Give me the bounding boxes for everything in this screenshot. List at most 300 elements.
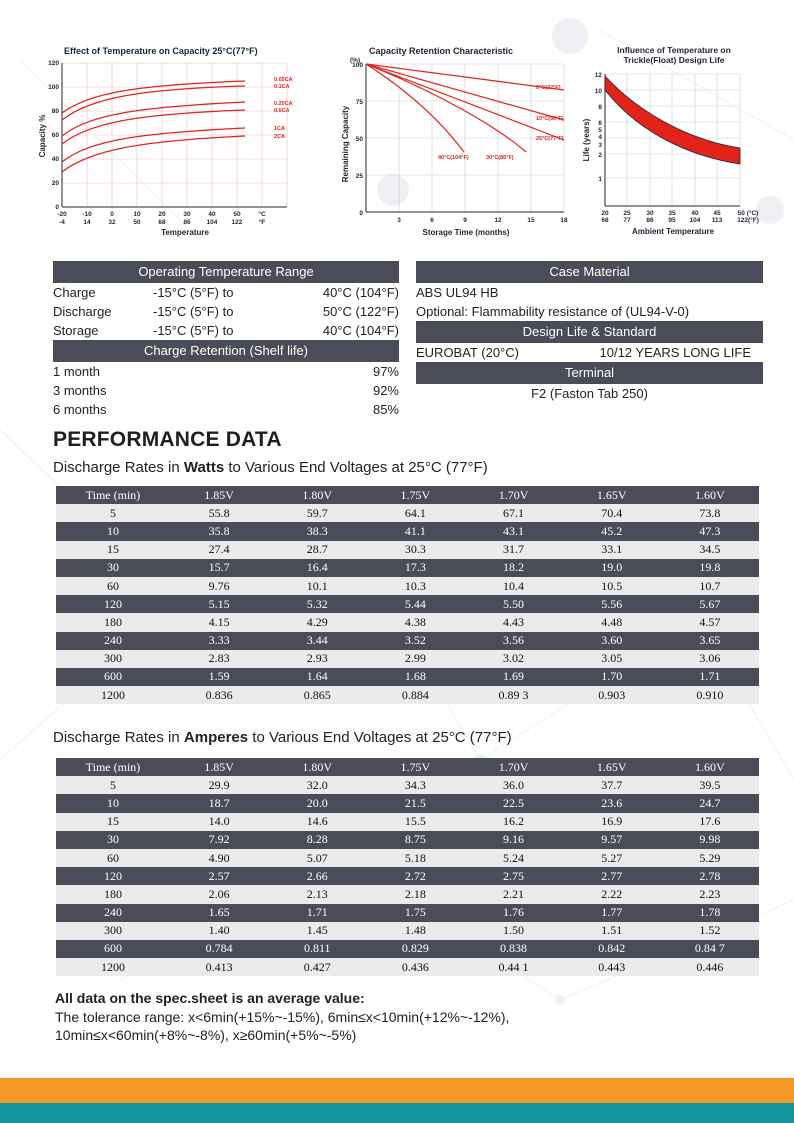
- time-cell: 15: [107, 542, 119, 557]
- curve-0.25ca: [62, 102, 245, 136]
- design-standard: EUROBAT (20°C): [416, 345, 519, 360]
- value-cell: 3.33: [208, 633, 230, 648]
- table-row: [56, 831, 759, 849]
- table-row: [56, 813, 759, 831]
- operating-temp-row: [53, 321, 399, 340]
- value-cell: 0.836: [205, 687, 233, 702]
- value-cell: 2.99: [404, 651, 426, 666]
- table-row: [56, 849, 759, 867]
- value-cell: 0.443: [598, 959, 626, 974]
- value-cell: 10.5: [601, 578, 623, 593]
- y-tick: 4: [598, 134, 602, 141]
- value-cell: 0.829: [401, 941, 429, 956]
- value-cell: 4.90: [208, 850, 230, 865]
- table-row: [56, 776, 759, 794]
- value-cell: 1.59: [208, 669, 230, 684]
- x-tick-c: 45: [713, 210, 721, 217]
- value-cell: 4.38: [404, 614, 426, 629]
- y-unit: (%): [350, 57, 361, 64]
- x-axis-label: Storage Time (months): [422, 228, 510, 237]
- value-cell: 64.1: [404, 505, 426, 520]
- value-cell: 14.6: [306, 814, 328, 829]
- time-cell: 240: [104, 633, 122, 648]
- value-cell: 4.15: [208, 614, 230, 629]
- value-cell: 27.4: [208, 542, 230, 557]
- value-cell: 17.6: [699, 814, 721, 829]
- value-cell: 7.92: [208, 832, 230, 847]
- chart-title: Effect of Temperature on Capacity 25°C(77°F): [64, 46, 258, 56]
- y-tick: 3: [598, 142, 602, 149]
- time-cell: 5: [110, 505, 116, 520]
- value-cell: 34.3: [404, 777, 426, 792]
- value-cell: 18.7: [208, 795, 230, 810]
- value-cell: 14.0: [208, 814, 230, 829]
- value-cell: 3.06: [699, 651, 721, 666]
- y-axis-label: Capacity %: [38, 114, 47, 158]
- value-cell: 67.1: [503, 505, 525, 520]
- value-cell: 38.3: [306, 523, 328, 538]
- y-tick: 25: [355, 173, 363, 180]
- value-cell: 2.75: [503, 868, 525, 883]
- table-row: [56, 632, 759, 650]
- x-tick-f: 104: [206, 219, 218, 226]
- value-cell: 9.16: [503, 832, 525, 847]
- value-cell: 2.77: [601, 868, 623, 883]
- y-tick: 2: [598, 152, 602, 159]
- y-tick: 40: [51, 156, 59, 163]
- value-cell: 5.07: [306, 850, 328, 865]
- operating-temp-row: [53, 283, 399, 302]
- series-label: 0.25CA: [274, 101, 293, 107]
- value-cell: 45.2: [601, 523, 623, 538]
- value-cell: 4.29: [306, 614, 328, 629]
- value-cell: 1.45: [306, 923, 328, 938]
- x-tick: 9: [463, 217, 467, 224]
- time-cell: 120: [104, 596, 122, 611]
- value-cell: 1.52: [699, 923, 721, 938]
- value-cell: 3.05: [601, 651, 623, 666]
- value-cell: 0.44 1: [498, 959, 529, 974]
- amps-table-caption: [53, 729, 512, 746]
- x-tick-f: 77: [623, 217, 631, 224]
- chart-title: Influence of Temperature on: [617, 45, 731, 55]
- value-cell: 16.9: [601, 814, 623, 829]
- table-row: [56, 668, 759, 686]
- design-life-row: [416, 343, 763, 362]
- value-cell: 2.13: [306, 886, 328, 901]
- value-cell: 23.6: [601, 795, 623, 810]
- value-cell: 5.15: [208, 596, 230, 611]
- value-cell: 32.0: [306, 777, 328, 792]
- value-cell: 59.7: [306, 505, 328, 520]
- temperature-capacity-chart: [30, 44, 352, 240]
- y-tick: 0: [55, 204, 59, 211]
- x-tick-f: °F: [258, 219, 266, 226]
- value-cell: 1.40: [208, 923, 230, 938]
- row-label: 3 months: [53, 383, 107, 398]
- tolerance-notes: [55, 990, 755, 1044]
- value-cell: 24.7: [699, 795, 721, 810]
- y-tick: 8: [598, 104, 602, 111]
- design-life-band: [605, 76, 740, 164]
- x-tick-c: 30: [646, 210, 654, 217]
- row-label: Storage: [53, 323, 99, 338]
- footer-band-teal: [0, 1103, 794, 1123]
- row-label: 6 months: [53, 402, 107, 417]
- design-life-value: 10/12 YEARS LONG LIFE: [599, 345, 751, 360]
- series-label: 0°C(32°F): [536, 85, 561, 91]
- x-tick-c: 35: [668, 210, 676, 217]
- value-cell: 2.21: [503, 886, 525, 901]
- value-cell: 19.0: [601, 560, 623, 575]
- x-tick: 12: [494, 217, 502, 224]
- value-cell: 1.51: [601, 923, 623, 938]
- column-header: 1.80V: [302, 759, 333, 774]
- value-cell: 0.838: [500, 941, 528, 956]
- column-header: 1.75V: [400, 487, 431, 502]
- value-cell: 37.7: [601, 777, 623, 792]
- value-cell: 4.57: [699, 614, 721, 629]
- table-row: [56, 595, 759, 613]
- value-cell: 0.413: [205, 959, 233, 974]
- value-cell: 1.48: [404, 923, 426, 938]
- x-tick-c: -20: [57, 211, 67, 218]
- series-label: 0.6CA: [274, 108, 290, 114]
- y-tick: 6: [598, 120, 602, 127]
- value-cell: 17.3: [404, 560, 426, 575]
- design-life-chart: [578, 44, 770, 240]
- terminal-row: [416, 384, 763, 403]
- value-cell: 30.3: [404, 542, 426, 557]
- value-cell: 16.4: [306, 560, 328, 575]
- y-tick: 20: [51, 180, 59, 187]
- y-tick: 75: [355, 99, 363, 106]
- time-cell: 60: [107, 850, 119, 865]
- value-cell: 1.71: [699, 669, 721, 684]
- time-cell: 300: [104, 923, 122, 938]
- series-label: 30°C(86°F): [486, 155, 514, 161]
- x-tick-f: 86: [646, 217, 654, 224]
- x-tick-c: 40: [208, 211, 216, 218]
- notes-title: All data on the spec.sheet is an average value:: [55, 990, 365, 1006]
- value-cell: 22.5: [503, 795, 525, 810]
- value-cell: 5.50: [503, 596, 525, 611]
- value-cell: 0.84 7: [694, 941, 725, 956]
- value-cell: 0.884: [401, 687, 429, 702]
- value-cell: 0.446: [696, 959, 724, 974]
- value-cell: 3.65: [699, 633, 721, 648]
- value-cell: 1.78: [699, 905, 721, 920]
- value-cell: 0.436: [401, 959, 429, 974]
- operating-spec-block: [53, 261, 399, 419]
- table-row: [56, 650, 759, 668]
- column-header: 1.85V: [204, 759, 234, 774]
- value-cell: 0.811: [303, 941, 331, 956]
- time-cell: 300: [104, 651, 122, 666]
- time-cell: 30: [107, 560, 119, 575]
- series-label: 1CA: [274, 126, 286, 132]
- table-row: [56, 794, 759, 812]
- table-row: [56, 613, 759, 631]
- row-low: -15°C (5°F) to: [153, 323, 234, 338]
- value-cell: 28.7: [306, 542, 328, 557]
- column-header: 1.65V: [596, 487, 627, 502]
- value-cell: 2.06: [208, 886, 230, 901]
- notes-line: The tolerance range: x<6min(+15%~-15%), 6min≤x<10min(+12%~-12%),: [55, 1009, 510, 1025]
- row-low: -15°C (5°F) to: [153, 285, 234, 300]
- notes-line: 10min≤x<60min(+8%~-8%), x≥60min(+5%~-5%): [55, 1027, 357, 1043]
- case-material-header: Case Material: [416, 261, 763, 283]
- y-tick: 0: [359, 210, 363, 217]
- value-cell: 5.24: [503, 850, 525, 865]
- row-high: 50°C (122°F): [322, 304, 399, 319]
- value-cell: 0.89 3: [498, 687, 529, 702]
- value-cell: 2.93: [306, 651, 328, 666]
- time-cell: 600: [104, 941, 122, 956]
- row-high: 40°C (104°F): [322, 285, 399, 300]
- y-tick: 100: [48, 84, 59, 91]
- y-tick: 1: [598, 176, 602, 183]
- time-cell: 180: [104, 614, 122, 629]
- value-cell: 10.4: [503, 578, 525, 593]
- x-tick-c: °C: [258, 211, 266, 218]
- operating-temp-header: Operating Temperature Range: [53, 261, 399, 283]
- x-tick-c: 20: [158, 211, 166, 218]
- terminal-header: Terminal: [416, 362, 763, 384]
- caption-text: to Various End Voltages at 25°C (77°F): [224, 459, 488, 476]
- value-cell: 15.7: [208, 560, 230, 575]
- value-cell: 1.76: [503, 905, 525, 920]
- value-cell: 1.64: [306, 669, 328, 684]
- x-tick-f: 104: [689, 217, 701, 224]
- value-cell: 2.72: [404, 868, 426, 883]
- row-high: 40°C (104°F): [322, 323, 399, 338]
- curve-40c: [366, 64, 464, 152]
- row-label: Discharge: [53, 304, 112, 319]
- time-cell: 1200: [101, 687, 125, 702]
- x-tick-c: 20: [601, 210, 609, 217]
- value-cell: 2.78: [699, 868, 721, 883]
- value-cell: 70.4: [601, 505, 623, 520]
- table-row: [56, 867, 759, 885]
- caption-unit: Watts: [183, 459, 225, 476]
- value-cell: 9.76: [208, 578, 230, 593]
- value-cell: 0.903: [598, 687, 626, 702]
- value-cell: 1.65: [208, 905, 230, 920]
- x-tick-c: 10: [133, 211, 141, 218]
- value-cell: 5.18: [404, 850, 426, 865]
- value-cell: 41.1: [404, 523, 426, 538]
- caption-unit: Amperes: [183, 729, 249, 746]
- value-cell: 5.32: [306, 596, 328, 611]
- x-tick-f: 32: [108, 219, 116, 226]
- chart-title: Trickle(Float) Design Life: [623, 55, 725, 65]
- row-label: Charge: [53, 285, 96, 300]
- caption-text: Discharge Rates in: [53, 459, 184, 476]
- x-tick-c: 50 (°C): [737, 210, 759, 217]
- operating-temp-row: [53, 302, 399, 321]
- value-cell: 18.2: [503, 560, 525, 575]
- series-label: 0.1CA: [274, 84, 290, 90]
- value-cell: 5.67: [699, 596, 721, 611]
- table-header-row: [56, 486, 759, 504]
- column-header: 1.60V: [695, 759, 725, 774]
- table-row: [56, 958, 759, 976]
- x-axis-label: Temperature: [161, 228, 209, 237]
- table-row: [56, 577, 759, 595]
- watts-table-caption: [53, 459, 488, 476]
- value-cell: 0.865: [303, 687, 331, 702]
- value-cell: 36.0: [503, 777, 525, 792]
- value-cell: 0.784: [205, 941, 233, 956]
- series-label: 2CA: [274, 134, 286, 140]
- x-tick-c: 0: [110, 211, 114, 218]
- y-axis-label: Remaining Capacity: [341, 105, 350, 183]
- charge-retention-row: [53, 400, 399, 419]
- value-cell: 19.8: [699, 560, 721, 575]
- watts-table: [56, 486, 759, 704]
- footer-band-orange: [0, 1078, 794, 1103]
- x-tick-f: 14: [83, 219, 91, 226]
- table-row: [56, 686, 759, 704]
- value-cell: 10.1: [306, 578, 328, 593]
- x-tick: 15: [527, 217, 535, 224]
- value-cell: 5.56: [601, 596, 623, 611]
- row-label: 1 month: [53, 364, 100, 379]
- value-cell: 4.43: [503, 614, 525, 629]
- value-cell: 43.1: [503, 523, 525, 538]
- value-cell: 20.0: [306, 795, 328, 810]
- value-cell: 0.427: [303, 959, 331, 974]
- value-cell: 4.48: [601, 614, 623, 629]
- y-tick: 12: [594, 72, 602, 79]
- time-cell: 120: [104, 868, 122, 883]
- time-cell: 1200: [101, 959, 125, 974]
- terminal-value: F2 (Faston Tab 250): [531, 386, 648, 401]
- value-cell: 33.1: [601, 542, 623, 557]
- x-tick-f: 122: [231, 219, 243, 226]
- row-value: 85%: [372, 402, 399, 417]
- charge-retention-row: [53, 381, 399, 400]
- series-label: 25°C(77°F): [536, 136, 564, 142]
- time-cell: 10: [107, 795, 119, 810]
- x-tick-f: 86: [183, 219, 191, 226]
- x-tick-f: 95: [668, 217, 676, 224]
- x-tick-c: 30: [183, 211, 191, 218]
- x-tick-f: 50: [133, 219, 141, 226]
- y-tick: 50: [355, 136, 363, 143]
- column-header: 1.85V: [204, 487, 234, 502]
- design-life-header: Design Life & Standard: [416, 321, 763, 343]
- y-tick: 100: [352, 62, 363, 69]
- column-header: Time (min): [85, 759, 141, 774]
- column-header: 1.80V: [302, 487, 333, 502]
- row-value: 92%: [372, 383, 399, 398]
- value-cell: 55.8: [208, 505, 230, 520]
- case-material-row: [416, 283, 763, 302]
- value-cell: 0.910: [696, 687, 724, 702]
- value-cell: 2.23: [699, 886, 721, 901]
- value-cell: 8.28: [306, 832, 328, 847]
- value-cell: 31.7: [503, 542, 525, 557]
- column-header: 1.60V: [695, 487, 725, 502]
- table-row: [56, 922, 759, 940]
- value-cell: 2.18: [404, 886, 426, 901]
- capacity-retention-chart: [336, 44, 576, 240]
- time-cell: 600: [104, 669, 122, 684]
- value-cell: 9.98: [699, 832, 721, 847]
- column-header: Time (min): [85, 487, 141, 502]
- curve-2ca: [62, 136, 245, 172]
- row-value: 97%: [372, 364, 399, 379]
- value-cell: 3.56: [503, 633, 525, 648]
- y-tick: 5: [598, 127, 602, 134]
- value-cell: 29.9: [208, 777, 230, 792]
- x-tick-f: 122(°F): [737, 217, 759, 224]
- time-cell: 30: [107, 832, 119, 847]
- time-cell: 180: [104, 886, 122, 901]
- value-cell: 3.60: [601, 633, 623, 648]
- amps-table: [56, 758, 759, 976]
- series-label: 10°C(50°F): [536, 116, 564, 122]
- value-cell: 2.22: [601, 886, 623, 901]
- column-header: 1.70V: [498, 759, 529, 774]
- value-cell: 47.3: [699, 523, 721, 538]
- chart-title: Capacity Retention Characteristic: [369, 46, 514, 56]
- time-cell: 5: [110, 777, 116, 792]
- curve-30c: [366, 64, 526, 152]
- value-cell: 3.52: [404, 633, 426, 648]
- value-cell: 1.75: [404, 905, 426, 920]
- charge-retention-row: [53, 362, 399, 381]
- x-tick-c: 40: [691, 210, 699, 217]
- value-cell: 16.2: [503, 814, 525, 829]
- table-row: [56, 541, 759, 559]
- table-row: [56, 940, 759, 958]
- x-tick: 6: [430, 217, 434, 224]
- value-cell: 21.5: [404, 795, 426, 810]
- table-header-row: [56, 758, 759, 776]
- x-tick-f: 68: [158, 219, 166, 226]
- value-cell: 5.29: [699, 850, 721, 865]
- value-cell: 39.5: [699, 777, 721, 792]
- value-cell: 0.842: [598, 941, 626, 956]
- x-tick: 3: [397, 217, 401, 224]
- x-tick-f: 68: [601, 217, 609, 224]
- x-tick: 18: [560, 217, 568, 224]
- value-cell: 2.57: [208, 868, 230, 883]
- table-row: [56, 504, 759, 522]
- case-material-value: ABS UL94 HB: [416, 285, 499, 300]
- series-label: 40°C(104°F): [438, 155, 469, 161]
- value-cell: 10.3: [404, 578, 426, 593]
- series-label: 0.05CA: [274, 77, 293, 83]
- y-tick: 60: [51, 132, 59, 139]
- material-spec-block: [416, 261, 763, 403]
- table-row: [56, 904, 759, 922]
- charge-retention-header: Charge Retention (Shelf life): [53, 340, 399, 362]
- column-header: 1.70V: [498, 487, 529, 502]
- table-row: [56, 559, 759, 577]
- column-header: 1.65V: [596, 759, 627, 774]
- value-cell: 35.8: [208, 523, 230, 538]
- column-header: 1.75V: [400, 759, 431, 774]
- value-cell: 2.66: [306, 868, 328, 883]
- time-cell: 10: [107, 523, 119, 538]
- value-cell: 5.44: [404, 596, 426, 611]
- x-tick-c: 50: [233, 211, 241, 218]
- case-material-option: Optional: Flammability resistance of (UL94-V-0): [416, 304, 690, 319]
